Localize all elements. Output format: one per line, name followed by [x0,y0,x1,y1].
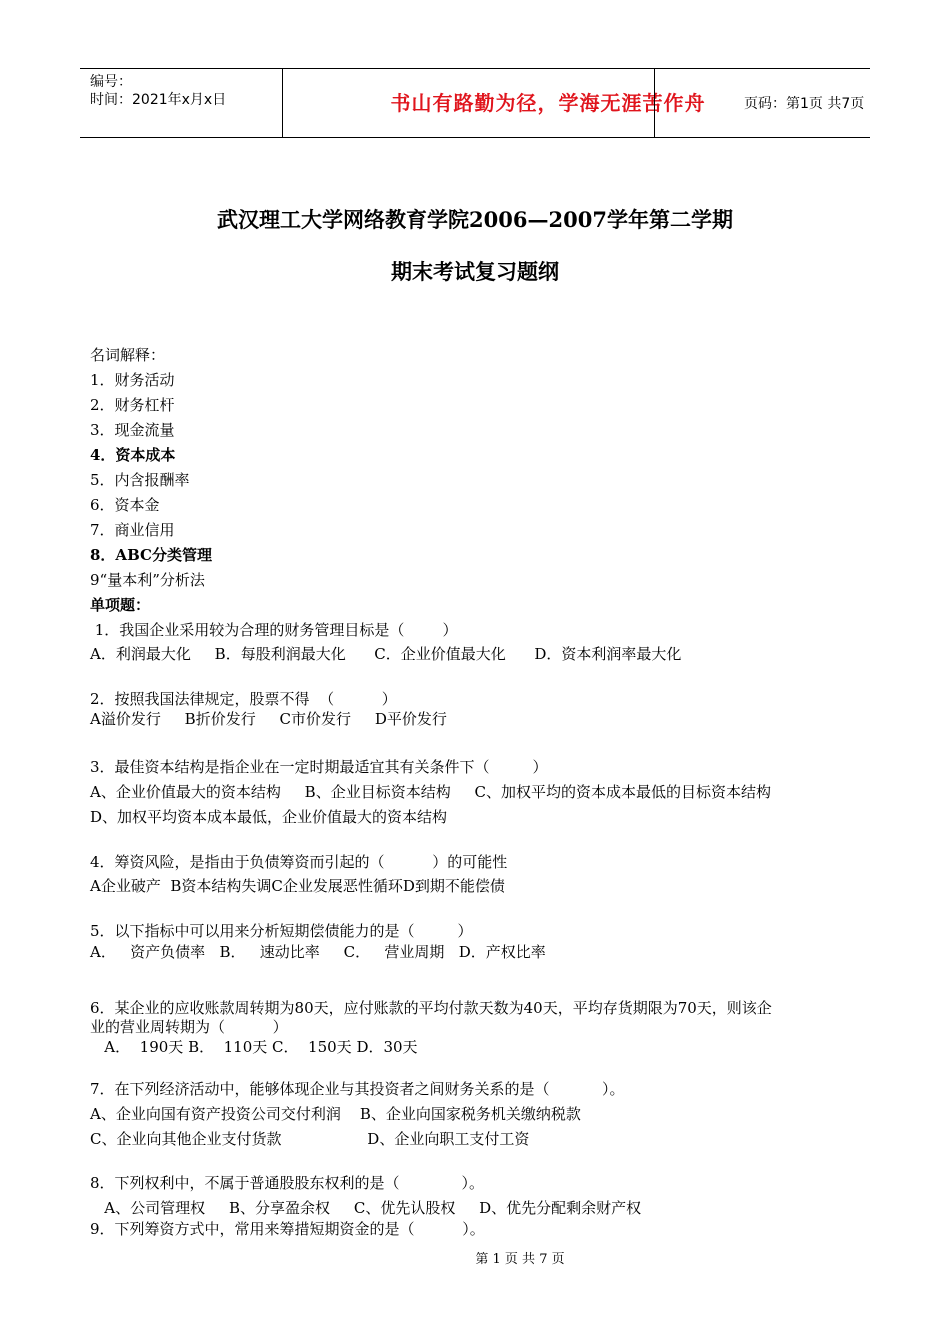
term-item: 8．ABC分类管理 [90,546,212,564]
header-left [90,73,226,109]
question-6-options: A． 190天 B． 110天 C． 150天 D．30天 [90,1038,418,1056]
question-7-options: A、企业向国有资产投资公司交付利润 B、企业向国家税务机关缴纳税款 [90,1105,581,1123]
term-item: 1．财务活动 [90,371,175,389]
header-motto: 书山有路勤为径，学海无涯苦作舟 [390,91,706,115]
question-2-options: A溢价发行 B折价发行 C市价发行 D平价发行 [90,710,447,728]
question-6: 业的营业周转期为（ ） [90,1018,288,1036]
header-divider [282,69,283,137]
question-3: 3．最佳资本结构是指企业在一定时期最适宜其有关条件下（ ） [90,758,548,776]
header-page-info: 页码：第1页 共7页 [744,96,865,112]
question-6: 6．某企业的应收账款周转期为80天，应付账款的平均付款天数为40天，平均存货期限为70天，则该企 [90,999,772,1017]
question-1-options: A．利润最大化 B．每股利润最大化 C．企业价值最大化 D．资本利润率最大化 [90,645,682,663]
question-9: 9．下列筹资方式中，常用来筹措短期资金的是（ ）。 [90,1220,485,1238]
question-1: 1．我国企业采用较为合理的财务管理目标是（ ） [90,621,458,639]
number-label: 编号： [90,74,132,90]
term-item: 6．资本金 [90,496,160,514]
page-footer: 第 1 页 共 7 页 [475,1252,565,1267]
question-2: 2．按照我国法律规定，股票不得 （ ） [90,690,397,708]
header-divider [654,69,655,137]
question-8-options: A、公司管理权 B、分享盈余权 C、优先认股权 D、优先分配剩余财产权 [90,1199,642,1217]
question-4-options: A企业破产 B资本结构失调C企业发展恶性循环D到期不能偿债 [90,877,505,895]
question-3-options: D、加权平均资本成本最低，企业价值最大的资本结构 [90,808,448,826]
terms-heading: 名词解释： [90,346,166,364]
time-label: 时间：2021年x月x日 [90,92,227,108]
question-7: 7．在下列经济活动中，能够体现企业与其投资者之间财务关系的是（ ）。 [90,1080,625,1098]
term-item: 2．财务杠杆 [90,396,175,414]
term-item: 5．内含报酬率 [90,471,190,489]
term-item: 3．现金流量 [90,421,175,439]
question-7-options: C、企业向其他企业支付货款 D、企业向职工支付工资 [90,1130,530,1148]
question-3-options: A、企业价值最大的资本结构 B、企业目标资本结构 C、加权平均的资本成本最低的目标资本结构 [90,783,772,801]
question-5-options: A． 资产负债率 B． 速动比率 C． 营业周期 D．产权比率 [90,943,546,961]
question-8: 8．下列权利中，不属于普通股股东权利的是（ ）。 [90,1174,485,1192]
question-4: 4．筹资风险，是指由于负债筹资而引起的（ ）的可能性 [90,853,508,871]
page-header [80,68,870,138]
doc-subtitle: 期末考试复习题纲 [391,259,559,284]
term-item: 9“量本利”分析法 [90,571,205,589]
single-choice-heading: 单项题： [90,596,151,614]
term-item: 4．资本成本 [90,446,176,464]
term-item: 7．商业信用 [90,521,175,539]
question-5: 5．以下指标中可以用来分析短期偿债能力的是（ ） [90,922,473,940]
doc-title: 武汉理工大学网络教育学院2006—2007学年第二学期 [217,207,733,232]
